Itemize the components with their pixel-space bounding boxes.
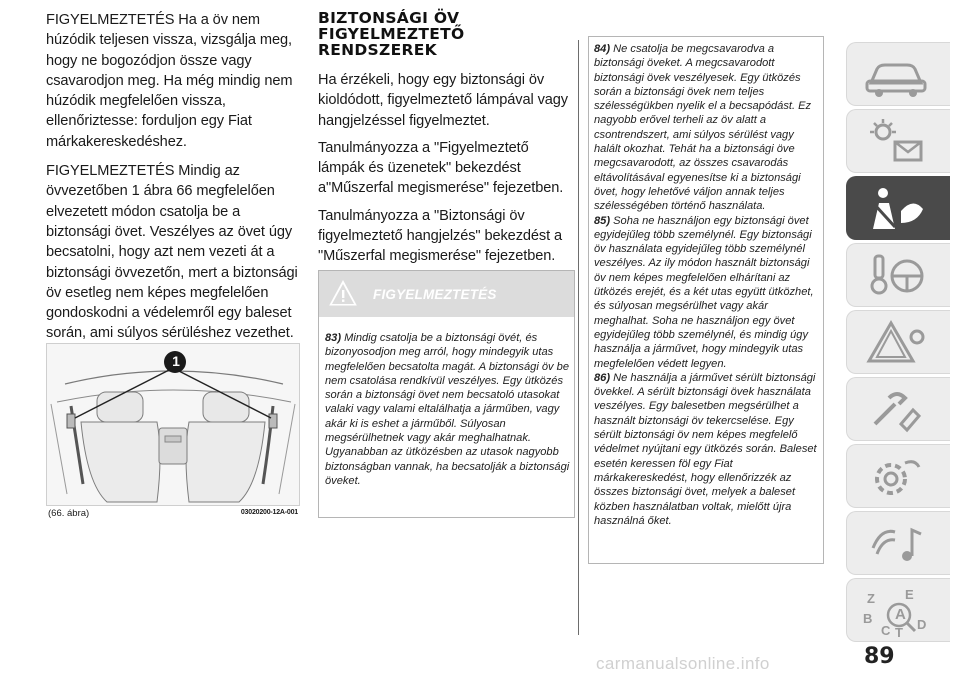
- note-text-86: Ne használja a járművet sérült biztonsági övekkel. A sérült biztonsági övek használata veszélyes. Egy balesetben megsérülhet a használt biztonsági öv tekercselése. Egy sérült biztonsági öv nem képes megfelelő védelmet nyújtani egy ütközés során. Baleset esetén keressen föl egy Fiat márkakereskedést, hogy ellenőrizzék az összes biztonsági övet, melyek a baleset közben használatban voltak, mielőtt újra használná őket.: [594, 371, 817, 527]
- multimedia-icon: [861, 518, 931, 570]
- warning-paragraph-belt-retract: FIGYELMEZTETÉS Ha a öv nem húzódik teljesen vissza, vizsgálja meg, hogy ne bogozódjon össze vagy csavarodjon meg. Ha még mindig nem húzódik megfelelően vissza, ellenőriztesse: forduljon egy Fiat márkakereskedéshez.: [46, 12, 293, 150]
- index-letter: T: [895, 625, 903, 640]
- warning-header: [319, 271, 574, 317]
- roadside-warning-icon: [861, 317, 931, 369]
- index-letter: B: [863, 611, 873, 626]
- body-paragraph-3: Tanulmányozza a "Biztonsági öv figyelmeztető hangjelzés" bekezdést a "Műszerfal megismerése" fejezetben.: [318, 207, 563, 265]
- index-letter: Z: [867, 591, 875, 606]
- section-title: BIZTONSÁGI ÖV FIGYELMEZTETŐ RENDSZEREK: [318, 9, 465, 59]
- tab-multimedia[interactable]: [846, 511, 950, 575]
- technical-data-icon: [861, 451, 931, 503]
- watermark: carmanualsonline.info: [596, 654, 770, 673]
- note-number-84: 84): [594, 43, 611, 55]
- figure-caption: (66. ábra): [48, 508, 90, 519]
- warning-lights-icon: [861, 116, 931, 168]
- rear-seat-illustration: [46, 343, 300, 506]
- warning-title: FIGYELMEZTETÉS: [373, 287, 497, 302]
- middle-column: [318, 10, 574, 274]
- index-letter: D: [917, 617, 927, 632]
- chapter-sidebar: [846, 42, 954, 645]
- note-number-83: 83): [325, 332, 342, 344]
- body-paragraph-1: Ha érzékeli, hogy egy biztonsági öv kioldódott, figyelmeztető lámpával vagy hangjelzéssel figyelmeztet.: [318, 72, 569, 129]
- note-text-83: Mindig csatolja be a biztonsági övét, és bizonyosodjon meg arról, hogy mindegyik utas megfelelően becsatolta magát. A biztonsági öv be nem csatolása rendkívül veszélyes. Egy ütközés során a biztonsági övet nem becsatoló utasokat valaki vagy valami eltalálhatja a járműben, vagy akár ki is eshet a járműből. Súlyosan megsérülhetnek vagy akár meghalhatnak. Ugyanabban az ütközésben az utasok nagyobb biztonságban vannak, ha becsatolják a biztonsági öveket.: [325, 332, 570, 487]
- tab-technical-data[interactable]: [846, 444, 950, 508]
- tab-maintenance[interactable]: [846, 377, 950, 441]
- body-paragraph-2: Tanulmányozza a "Figyelmeztető lámpák és üzenetek" bekezdést a"Műszerfal megismerése" fejezetben.: [318, 139, 564, 197]
- note-text-85: Soha ne használjon egy biztonsági övet egyidejűleg több személynél. Egy biztonsági öv használata egyidejűleg több személynél veszélyes. Az ily módon használt biztonsági öv nem képes megfelelően elhárítani az ütközés erejét, és a két utas együtt ütközhet, és súlyosan megsérülhet vagy akár meghalhat. Soha ne használjon egy övet egyidejűleg több személynél, és mindig úgy használja a járművet, hogy mindegyik utas megfelelően védett legyen.: [594, 214, 814, 370]
- warning-triangle-icon: [328, 279, 358, 307]
- tab-key-steering[interactable]: [846, 243, 950, 307]
- index-letter: E: [905, 587, 914, 602]
- figure-code: 03020200-12A-001: [240, 509, 298, 516]
- tab-seat-safety[interactable]: [846, 176, 950, 240]
- page-number: 89: [864, 644, 895, 669]
- index-letter: C: [881, 623, 891, 638]
- tab-roadside-warning[interactable]: [846, 310, 950, 374]
- figure-caption-row: [46, 507, 300, 521]
- tab-car[interactable]: [846, 42, 950, 106]
- maintenance-icon: [861, 384, 931, 436]
- warning-paragraph-belt-guide: FIGYELMEZTETÉS Mindig az övvezetőben 1 ábra 66 megfelelően elvezetett módon csatolja be a biztonsági övet. Veszélyes az övet úgy becsatolni, hogy azt nem vezeti át a biztonsági övvezetőn, mert a biztonsági öv esetleg nem képes megfelelően gondoskodni a védelemről egy baleset során, ami súlyos sérüléshez vezethet.: [46, 163, 298, 342]
- seat-safety-icon: [861, 183, 931, 235]
- car-icon: [861, 49, 931, 101]
- tab-warning-lights[interactable]: [846, 109, 950, 173]
- note-number-86: 86): [594, 371, 611, 384]
- seat-belt-figure: [46, 343, 300, 519]
- index-letter: A: [895, 606, 906, 623]
- warning-box-continued: [588, 36, 824, 564]
- index-icon: [861, 585, 931, 641]
- left-column: [46, 10, 298, 353]
- warning-note-83: [325, 331, 570, 488]
- warning-box: [318, 270, 575, 518]
- note-number-85: 85): [594, 214, 611, 227]
- warning-notes: [594, 42, 822, 528]
- key-steering-icon: [861, 250, 931, 302]
- callout-number: 1: [172, 353, 180, 369]
- note-text-84: Ne csatolja be megcsavarodva a biztonsági öveket. A megcsavarodott biztonsági övek veszélyesek. Egy ütközés során a biztonsági övek nem teljes szélességükben nyelik el a becsapódást. Ez nagyobb erővel terheli az öv alatt a csontrendszert, ami súlyos sérülést vagy halált okozhat. Tehát ha a biztonsági öve megcsavarodott, az összes csavarodás eltávolításával egyenesítse ki a biztonsági övet, hogy lehetővé váljon annak teljes szélességében történő használata.: [594, 43, 812, 213]
- tab-index[interactable]: [846, 578, 950, 642]
- column-divider: [578, 40, 579, 635]
